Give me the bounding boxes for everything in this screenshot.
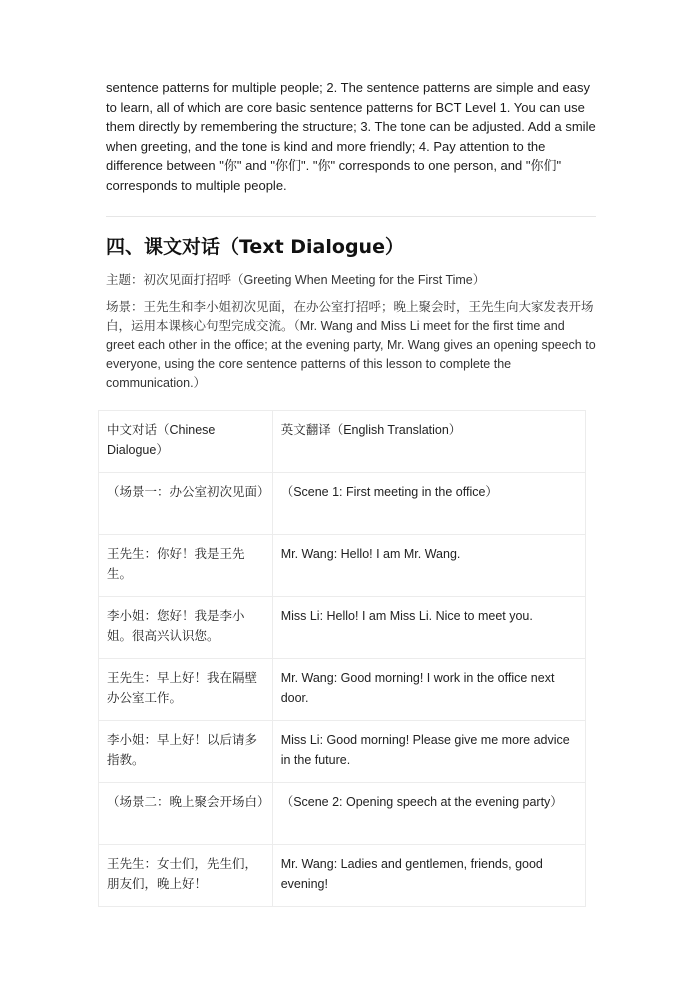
english-cell: Mr. Wang: Ladies and gentlemen, friends, good evening!: [272, 845, 585, 907]
chinese-cell: 王先生：早上好！我在隔壁办公室工作。: [99, 659, 273, 721]
table-row: [99, 597, 586, 659]
section-title: 四、课文对话（Text Dialogue）: [106, 235, 404, 258]
table-row: [99, 845, 586, 907]
chinese-cell: 李小姐：早上好！以后请多指教。: [99, 721, 273, 783]
chinese-cell: 王先生：你好！我是王先生。: [99, 535, 273, 597]
table-row: [99, 721, 586, 783]
table-header-row: [99, 411, 586, 473]
table-row: [99, 659, 586, 721]
scene-line: 场景：王先生和李小姐初次见面，在办公室打招呼；晚上聚会时，王先生向大家发表开场白，运用本课核心句型完成交流。（Mr. Wang and Miss Li meet for the first time and greet each other in the office; at the evening party, Mr. Wang gives an opening speech to everyone, using the core sentence patterns of this lesson to complete the communication.）: [106, 299, 596, 390]
chinese-cell: （场景二：晚上聚会开场白）: [99, 783, 273, 845]
table-row: [99, 783, 586, 845]
intro-paragraph: sentence patterns for multiple people; 2. The sentence patterns are simple and easy to learn, all of which are core basic sentence patterns for BCT Level 1. You can use them directly by remembering the structure; 3. The tone can be adjusted. Add a smile when greeting, and the tone is kind and more friendly; 4. Pay attention to the difference between "你" and "你们". "你" corresponds to one person, and "你们" corresponds to multiple people.: [106, 80, 596, 193]
chinese-cell: 李小姐：您好！我是李小姐。很高兴认识您。: [99, 597, 273, 659]
section-divider: [106, 216, 596, 217]
english-cell: （Scene 1: First meeting in the office）: [272, 473, 585, 535]
english-cell: Miss Li: Hello! I am Miss Li. Nice to meet you.: [272, 597, 585, 659]
english-cell: Miss Li: Good morning! Please give me more advice in the future.: [272, 721, 585, 783]
table-row: [99, 535, 586, 597]
english-cell: （Scene 2: Opening speech at the evening party）: [272, 783, 585, 845]
english-cell: Mr. Wang: Good morning! I work in the office next door.: [272, 659, 585, 721]
chinese-cell: （场景一：办公室初次见面）: [99, 473, 273, 535]
document-page: [106, 78, 596, 393]
header-chinese: 中文对话（Chinese Dialogue）: [99, 411, 273, 473]
theme-line: 主题：初次见面打招呼（Greeting When Meeting for the First Time）: [106, 272, 486, 287]
english-cell: Mr. Wang: Hello! I am Mr. Wang.: [272, 535, 585, 597]
dialogue-table: [98, 410, 586, 907]
header-english: 英文翻译（English Translation）: [272, 411, 585, 473]
chinese-cell: 王先生：女士们，先生们，朋友们，晚上好！: [99, 845, 273, 907]
table-row: [99, 473, 586, 535]
